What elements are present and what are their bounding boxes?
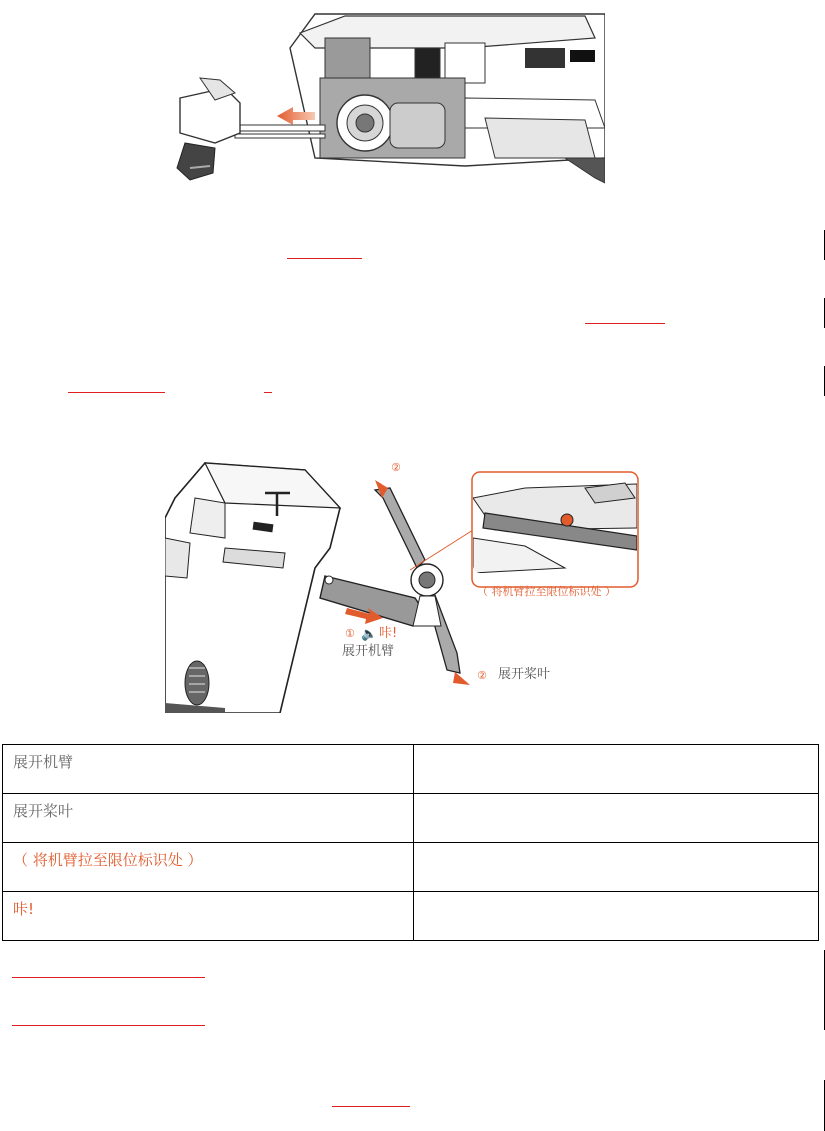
- link-underline[interactable]: [68, 392, 165, 393]
- translation-cell: [414, 745, 819, 794]
- step-two-top-marker: ②: [391, 461, 401, 474]
- term-cell: [3, 843, 414, 892]
- translation-cell: [414, 794, 819, 843]
- link-underline[interactable]: [332, 1106, 410, 1107]
- term-text: 展开机臂: [13, 753, 74, 771]
- unfold-arm-label: 展开机臂: [342, 644, 395, 659]
- table-row: [3, 794, 819, 843]
- translation-cell: [414, 843, 819, 892]
- speaker-icon: 🔈: [361, 627, 378, 642]
- click-sound-label: 咔!: [379, 626, 398, 641]
- term-text: 展开桨叶: [13, 802, 74, 820]
- step-one-marker: ①: [345, 627, 355, 640]
- link-underline[interactable]: [287, 258, 362, 259]
- term-text: （ 将机臂拉至限位标识处 ）: [13, 851, 203, 869]
- link-underline[interactable]: [264, 392, 272, 393]
- unfold-propeller-label: 展开桨叶: [498, 667, 551, 682]
- link-underline[interactable]: [12, 977, 205, 978]
- term-cell: [3, 794, 414, 843]
- drone-gimbal-figure: [165, 8, 605, 188]
- table-row: [3, 843, 819, 892]
- terms-table: [2, 744, 819, 941]
- term-cell: [3, 892, 414, 941]
- table-row: [3, 745, 819, 794]
- term-cell: [3, 745, 414, 794]
- inset-caption: （ 将机臂拉至限位标识处 ）: [477, 585, 616, 598]
- table-row: [3, 892, 819, 941]
- link-underline[interactable]: [585, 323, 665, 324]
- translation-cell: [414, 892, 819, 941]
- unfold-arm-figure: [165, 458, 640, 713]
- term-text: 咔!: [13, 900, 35, 918]
- step-two-bottom-marker: ②: [477, 669, 487, 682]
- link-underline[interactable]: [12, 1025, 205, 1026]
